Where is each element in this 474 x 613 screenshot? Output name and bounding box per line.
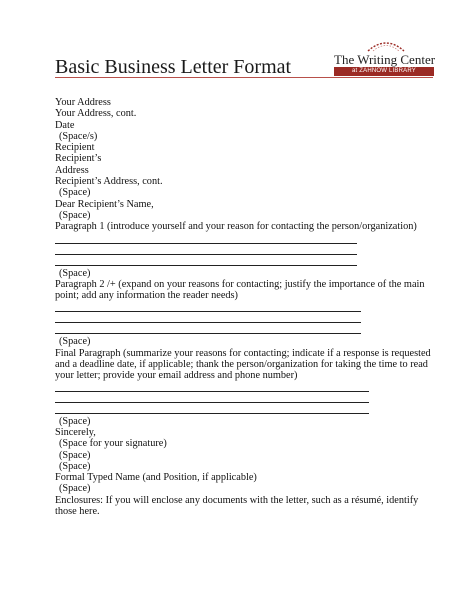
- recipients-line: Recipient’s: [55, 153, 102, 165]
- typed-name-line: Formal Typed Name (and Position, if applicable): [55, 472, 257, 484]
- space-line: (Space): [59, 187, 91, 199]
- space-line: (Space): [59, 267, 91, 279]
- page-title: Basic Business Letter Format: [55, 56, 292, 78]
- your-address-cont-line: Your Address, cont.: [55, 108, 137, 120]
- space-line: (Space/s): [59, 130, 98, 142]
- space-line: (Space): [59, 449, 91, 461]
- your-address-line: Your Address: [55, 97, 111, 108]
- paragraph-2-line: Paragraph 2 /+ (expand on your reasons for contacting; justify the importance of the main point; add any information the reader needs): [55, 278, 425, 302]
- logo-tagline: at ZAHNOW LIBRARY: [334, 67, 434, 76]
- recipient-line: Recipient: [55, 142, 95, 154]
- recipients-address-cont-line: Recipient’s Address, cont.: [55, 176, 163, 188]
- paragraph-1-line: Paragraph 1 (introduce yourself and your reason for contacting the person/organization): [55, 221, 417, 233]
- space-line: (Space): [59, 336, 91, 348]
- space-line: (Space): [59, 483, 91, 495]
- space-line: (Space): [59, 209, 91, 221]
- space-line: (Space): [59, 460, 91, 472]
- final-paragraph-line: Final Paragraph (summarize your reasons for contacting; indicate if a response is requested and a deadline date, if applicable; thank the person/organization for taking the time to read your letter; provide your email address and phone number): [55, 347, 431, 382]
- enclosures-line: Enclosures: If you will enclose any documents with the letter, such as a résumé, identify those here.: [55, 494, 419, 518]
- header-divider: [55, 77, 433, 78]
- logo-name: The Writing Center: [334, 52, 436, 67]
- address-line: Address: [55, 164, 89, 176]
- salutation-line: Dear Recipient’s Name,: [55, 198, 154, 210]
- signature-space-line: (Space for your signature): [59, 438, 167, 450]
- closing-line: Sincerely,: [55, 426, 96, 438]
- date-line: Date: [55, 119, 75, 131]
- space-line: (Space): [59, 415, 91, 427]
- logo-arc-icon: [366, 38, 406, 52]
- writing-center-logo: [334, 38, 434, 76]
- letter-body: [55, 97, 435, 517]
